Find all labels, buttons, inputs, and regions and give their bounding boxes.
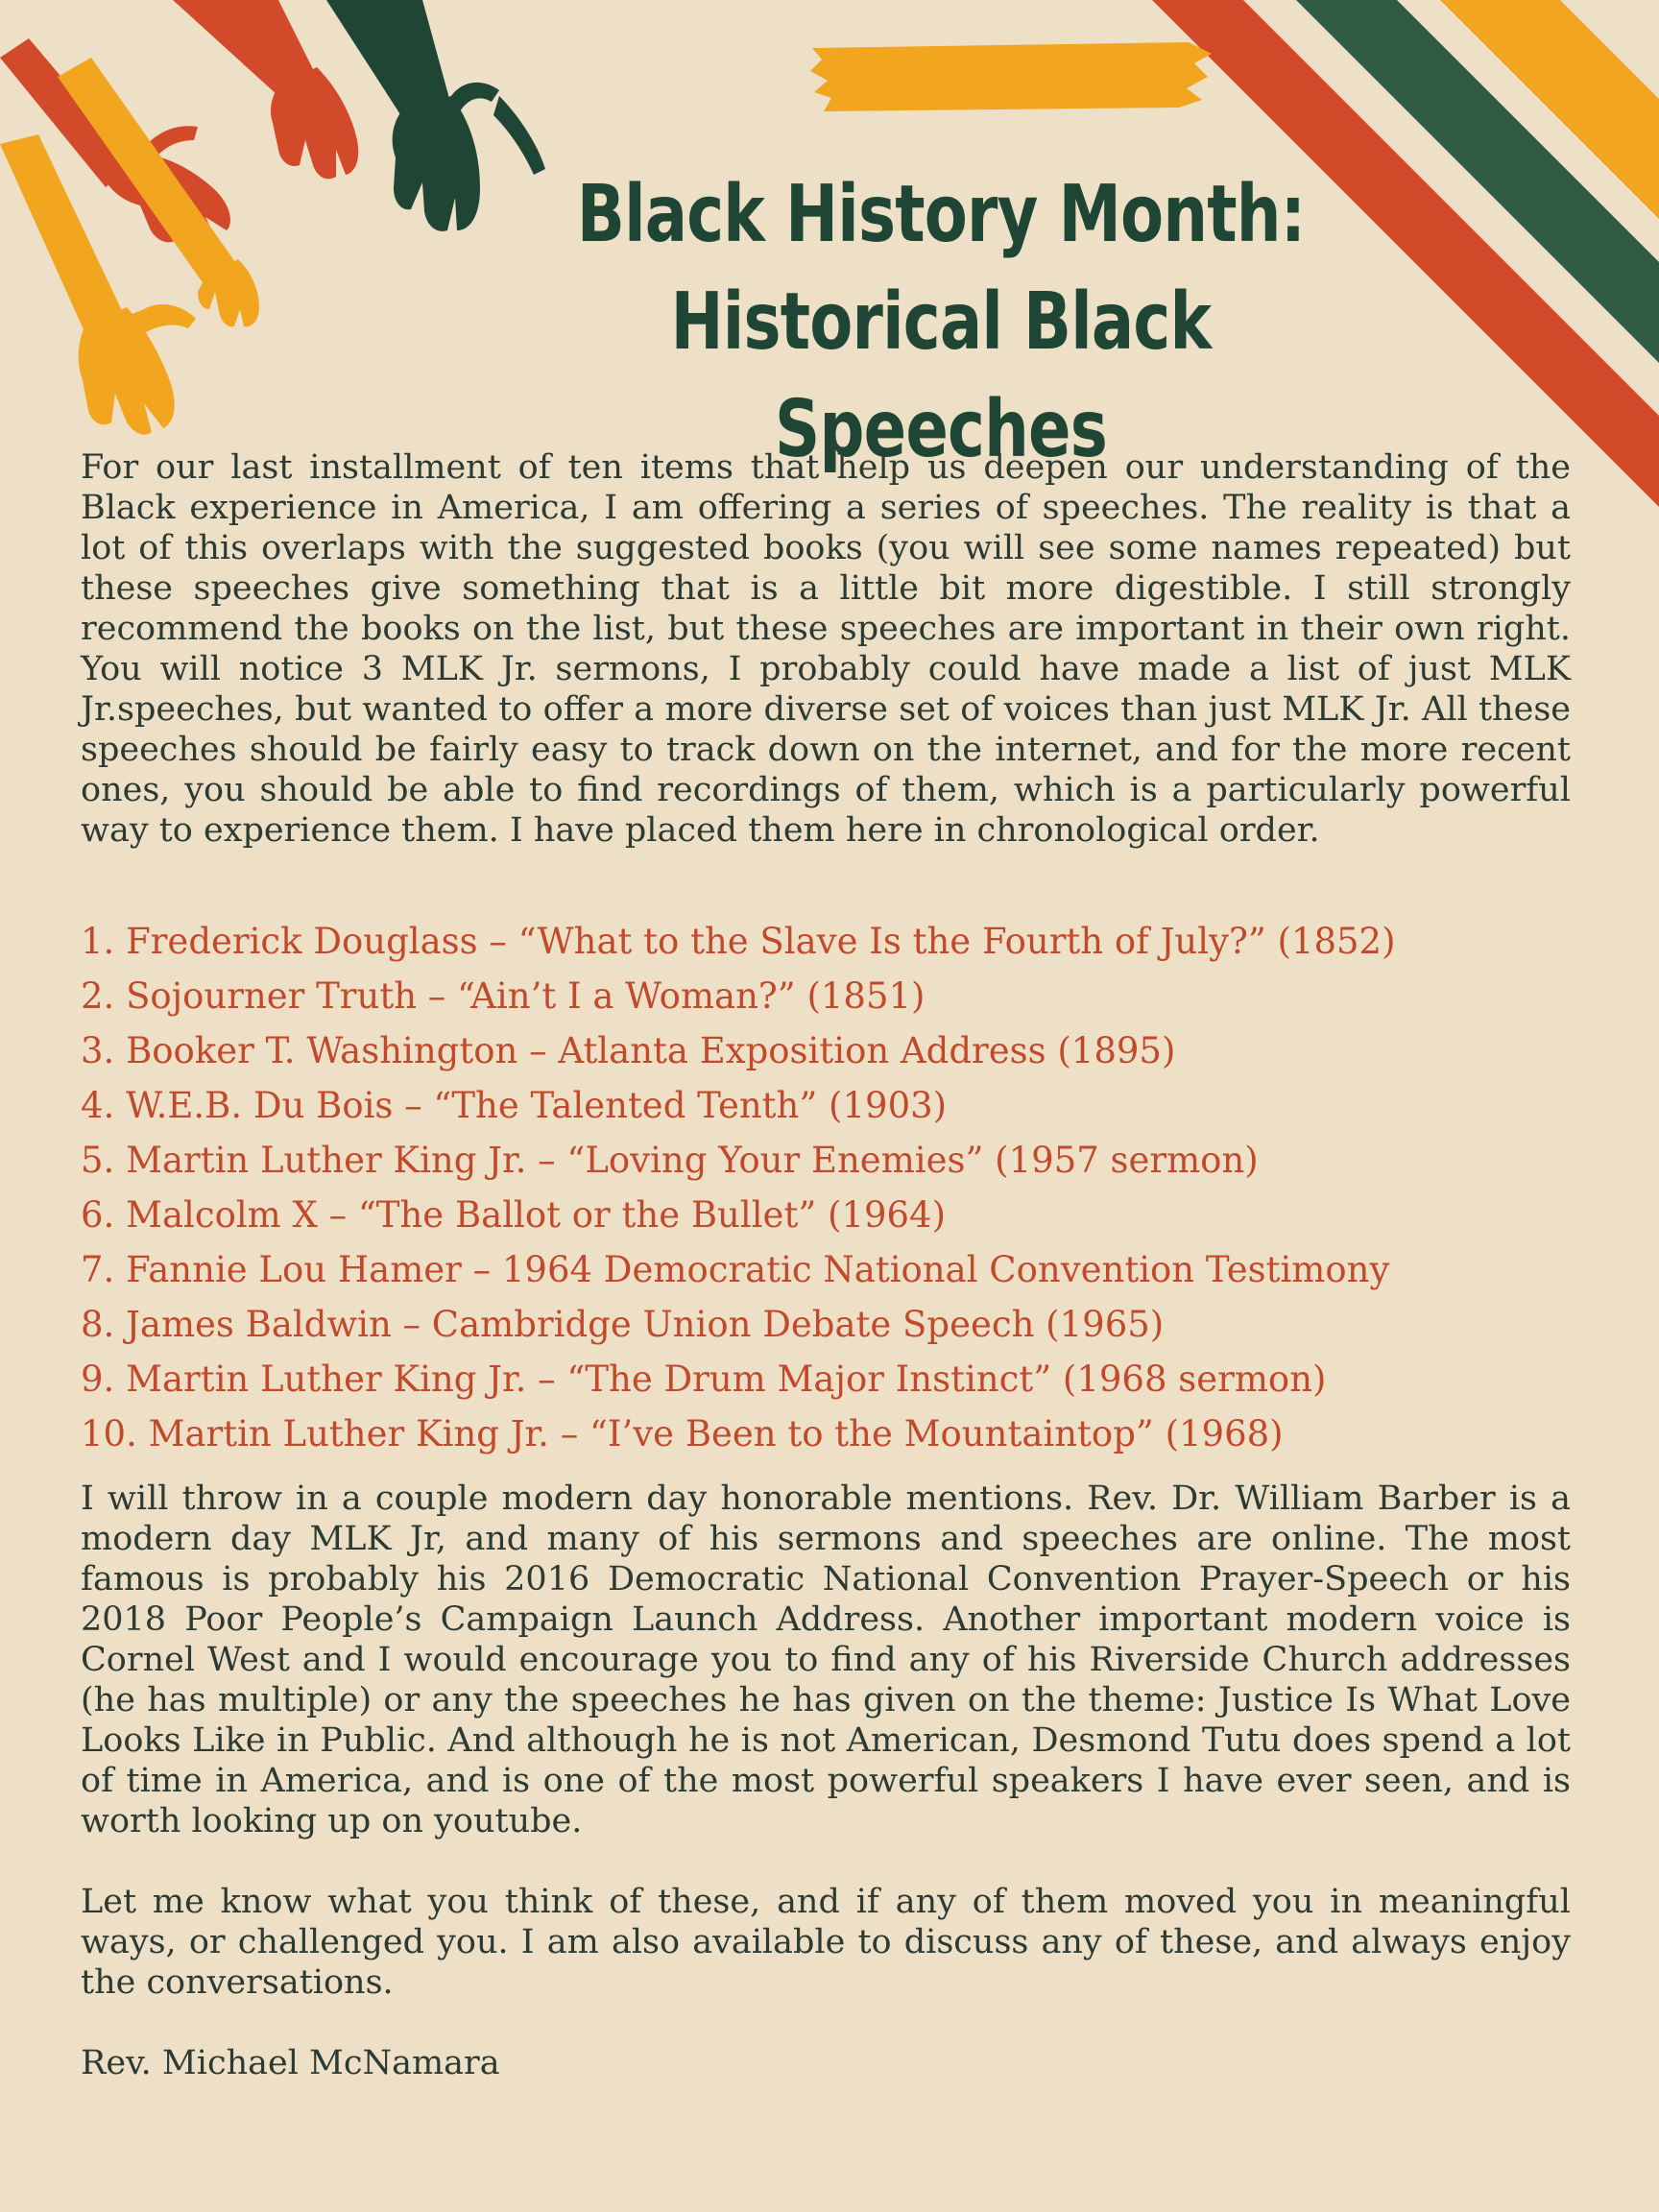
honorable-mentions-paragraph: I will throw in a couple modern day honorable mentions. Rev. Dr. William Barber is a modern day MLK Jr, and many of his sermons and speeches are online. The most famous is probably his 2016 Democratic National Convention Prayer-Speech or his 2018 Poor People’s Campaign Launch Address. Another important modern voice is Cornel West and I would encourage you to find any of his Riverside Church addresses (he has multiple) or any the speeches he has given on the theme: Justice Is What Love Looks Like in Public. And although he is not American, Desmond Tutu does spend a lot of time in America, and is one of the most powerful speakers I have ever seen, and is worth looking up on youtube. [81,1479,1571,1840]
speech-item: 1. Frederick Douglass – “What to the Slave Is the Fourth of July?” (1852) [81,921,1396,962]
red-hand-top [173,0,358,179]
orange-brush-stroke [810,42,1212,111]
speech-item: 3. Booker T. Washington – Atlanta Exposition Address (1895) [81,1030,1176,1071]
speech-item: 6. Malcolm X – “The Ballot or the Bullet” (1964) [81,1194,947,1236]
speech-list [81,914,1578,1461]
intro-paragraph: For our last installment of ten items that help us deepen our understanding of the Black experience in America, I am offering a series of speeches. The reality is that a lot of this overlaps with the suggested books (you will see some names repeated) but these speeches give something that is a little bit more digestible. I still strongly recommend the books on the list, but these speeches are important in their own right. You will notice 3 MLK Jr. sermons, I probably could have made a list of just MLK Jr.speeches, but wanted to offer a more diverse set of voices than just MLK Jr. All these speeches should be fairly easy to track down on the internet, and for the more recent ones, you should be able to find recordings of them, which is a particularly powerful way to experience them. I have placed them here in chronological order. [81,448,1571,850]
speech-item: 9. Martin Luther King Jr. – “The Drum Major Instinct” (1968 sermon) [81,1358,1327,1400]
speech-item: 2. Sojourner Truth – “Ain’t I a Woman?” (1851) [81,975,926,1017]
speech-item: 8. James Baldwin – Cambridge Union Debate Speech (1965) [81,1304,1165,1345]
speech-item: 10. Martin Luther King Jr. – “I’ve Been to the Mountaintop” (1968) [81,1413,1284,1455]
closing-paragraph: Let me know what you think of these, and if any of them moved you in meaningful ways, or challenged you. I am also available to discuss any of these, and always enjoy the conversations. [81,1883,1571,2002]
speech-item: 7. Fannie Lou Hamer – 1964 Democratic National Convention Testimony [81,1249,1390,1290]
page-title [511,161,1371,484]
reaching-hands-illustration [0,0,595,451]
speech-item: 4. W.E.B. Du Bois – “The Talented Tenth” (1903) [81,1085,948,1126]
speech-item: 5. Martin Luther King Jr. – “Loving Your Enemies” (1957 sermon) [81,1140,1259,1181]
title-line-2: Historical Black Speeches [670,276,1212,475]
signature: Rev. Michael McNamara [81,2044,500,2082]
title-line-1: Black History Month: [576,169,1306,260]
